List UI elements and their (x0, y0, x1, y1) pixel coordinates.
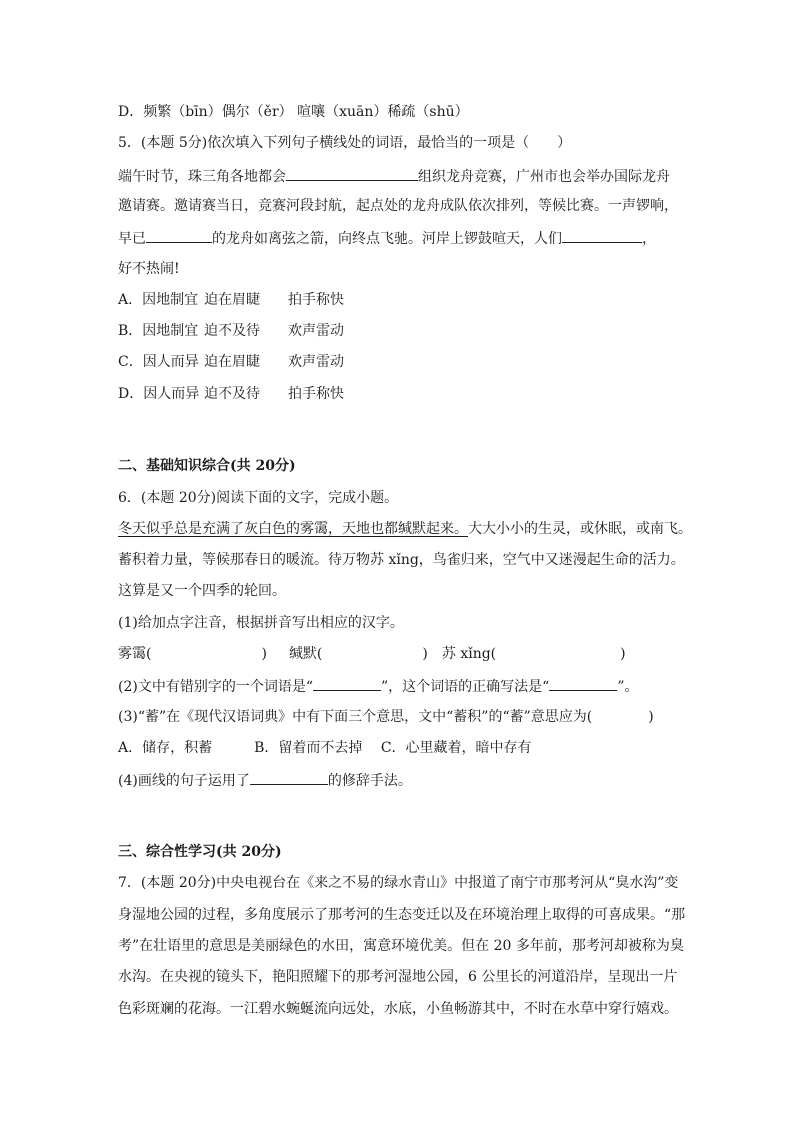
option-label: B．因地制宜 (118, 323, 199, 339)
q6-passage-line-2: 蓄积着力量，等候那春日的暖流。待万物苏 xǐng，鸟雀归来，空气中又迷漫起生命的活力。 (118, 552, 685, 568)
sub2-text: ”，这个词语的正确写法是“ (381, 679, 550, 695)
pinyin-item-close: ) (422, 646, 428, 662)
option-label: C．因人而异 (118, 354, 199, 370)
fill-blank-3[interactable] (562, 228, 642, 243)
q7-line-1: 7．(本题 20分)中央电视台在《来之不易的绿水青山》中报道了南宁市那考河从“臭水沟”变 (118, 875, 679, 891)
q6-sub4 (118, 770, 412, 790)
q4-option-d: D．频繁（bīn）偶尔（ěr） 喧嚷（xuān）稀疏（shū） (118, 104, 469, 120)
passage-text: 大大小小的生灵，或休眠，或南飞。 (468, 521, 692, 537)
q5-option-c (118, 353, 344, 371)
q5-text: 端午时节，珠三角各地都会 (118, 169, 286, 185)
q5-text: 的龙舟如离弦之箭，向终点飞驰。河岸上锣鼓喧天，人们 (212, 231, 562, 247)
q5-paragraph-line-2: 邀请赛。邀请赛当日，竞赛河段封航，起点处的龙舟成队依次排列，等候比赛。一声锣响， (118, 198, 678, 214)
pinyin-item-label: 缄默( (288, 646, 323, 662)
q6-passage-line-1 (118, 520, 692, 538)
pinyin-item-label: 雾霭( (118, 646, 152, 662)
section-3-title: 三、综合性学习(共 20分) (118, 844, 282, 860)
underlined-sentence: 冬天似乎总是充满了灰白色的雾霭，天地也都缄默起来。 (118, 521, 468, 537)
option-word: 迫在眉睫 (204, 354, 260, 370)
q7-line-5: 色彩斑斓的花海。一江碧水蜿蜒流向远处，水底，小鱼畅游其中，不时在水草中穿行嬉戏。 (118, 1001, 678, 1017)
fill-blank-correct-word[interactable] (549, 676, 617, 691)
q7-line-3: 考”在壮语里的意思是美丽绿色的水田，寓意环境优美。但在 20 多年前，那考河却被称为臭 (118, 938, 684, 954)
fill-blank-rhetoric[interactable] (250, 770, 328, 785)
q5-paragraph-line-1 (118, 166, 670, 186)
option-word: 拍手称快 (288, 386, 344, 402)
q6-sub3: (3)“蓄”在《现代汉语词典》中有下面三个意思，文中“蓄积”的“蓄”意思应为( ) (118, 709, 654, 725)
q6-stem: 6．(本题 20分)阅读下面的文字，完成小题。 (118, 490, 399, 506)
q6-sub1-items (118, 645, 626, 663)
fill-blank-1[interactable] (286, 166, 418, 181)
q5-option-a (118, 291, 344, 309)
option-word: 迫不及待 (204, 386, 260, 402)
sub4-text: (4)画线的句子运用了 (118, 773, 250, 789)
q5-paragraph-line-3 (118, 228, 656, 248)
section-2-title: 二、基础知识综合(共 20分) (118, 458, 296, 474)
q6-sub2 (118, 676, 639, 696)
q5-text: ， (642, 231, 656, 247)
q6-passage-line-3: 这算是又一个四季的轮回。 (118, 583, 286, 599)
q5-paragraph-line-4: 好不热闹! (118, 261, 180, 277)
option-label: A．因地制宜 (118, 292, 199, 308)
option-word: 欢声雷动 (288, 354, 344, 370)
option-word: 迫不及待 (204, 323, 260, 339)
pinyin-item-label: 苏 xǐng( (441, 646, 497, 662)
pinyin-item-close: ) (620, 646, 626, 662)
q5-option-b (118, 322, 344, 340)
fill-blank-2[interactable] (146, 228, 212, 243)
q7-line-4: 水沟。在央视的镜头下，艳阳照耀下的那考河湿地公园，6 公里长的河道沿岸，呈现出一片 (118, 969, 678, 985)
q6-sub3-options: A．储存，积蓄 B．留着而不去掉 C．心里藏着，暗中存有 (118, 740, 532, 756)
q5-stem: 5．(本题 5分)依次填入下列句子横线处的词语，最恰当的一项是（ ） (118, 135, 572, 151)
option-label: D．因人而异 (118, 386, 200, 402)
sub2-text: ”。 (617, 679, 639, 695)
pinyin-item-close: ) (261, 646, 267, 662)
sub4-text: 的修辞手法。 (327, 773, 412, 789)
option-word: 欢声雷动 (288, 323, 344, 339)
option-word: 迫在眉睫 (204, 292, 260, 308)
q7-line-2: 身湿地公园的过程，多角度展示了那考河的生态变迁以及在环境治理上取得的可喜成果。“那 (118, 907, 686, 923)
fill-blank-wrong-word[interactable] (313, 676, 381, 691)
q5-text: 早已 (118, 231, 146, 247)
option-word: 拍手称快 (288, 292, 344, 308)
sub2-text: (2)文中有错别字的一个词语是“ (118, 679, 313, 695)
q6-sub1: (1)给加点字注音，根据拼音写出相应的汉字。 (118, 615, 404, 631)
q5-text: 组织龙舟竞赛，广州市也会举办国际龙舟 (418, 169, 670, 185)
q5-option-d (118, 385, 344, 403)
